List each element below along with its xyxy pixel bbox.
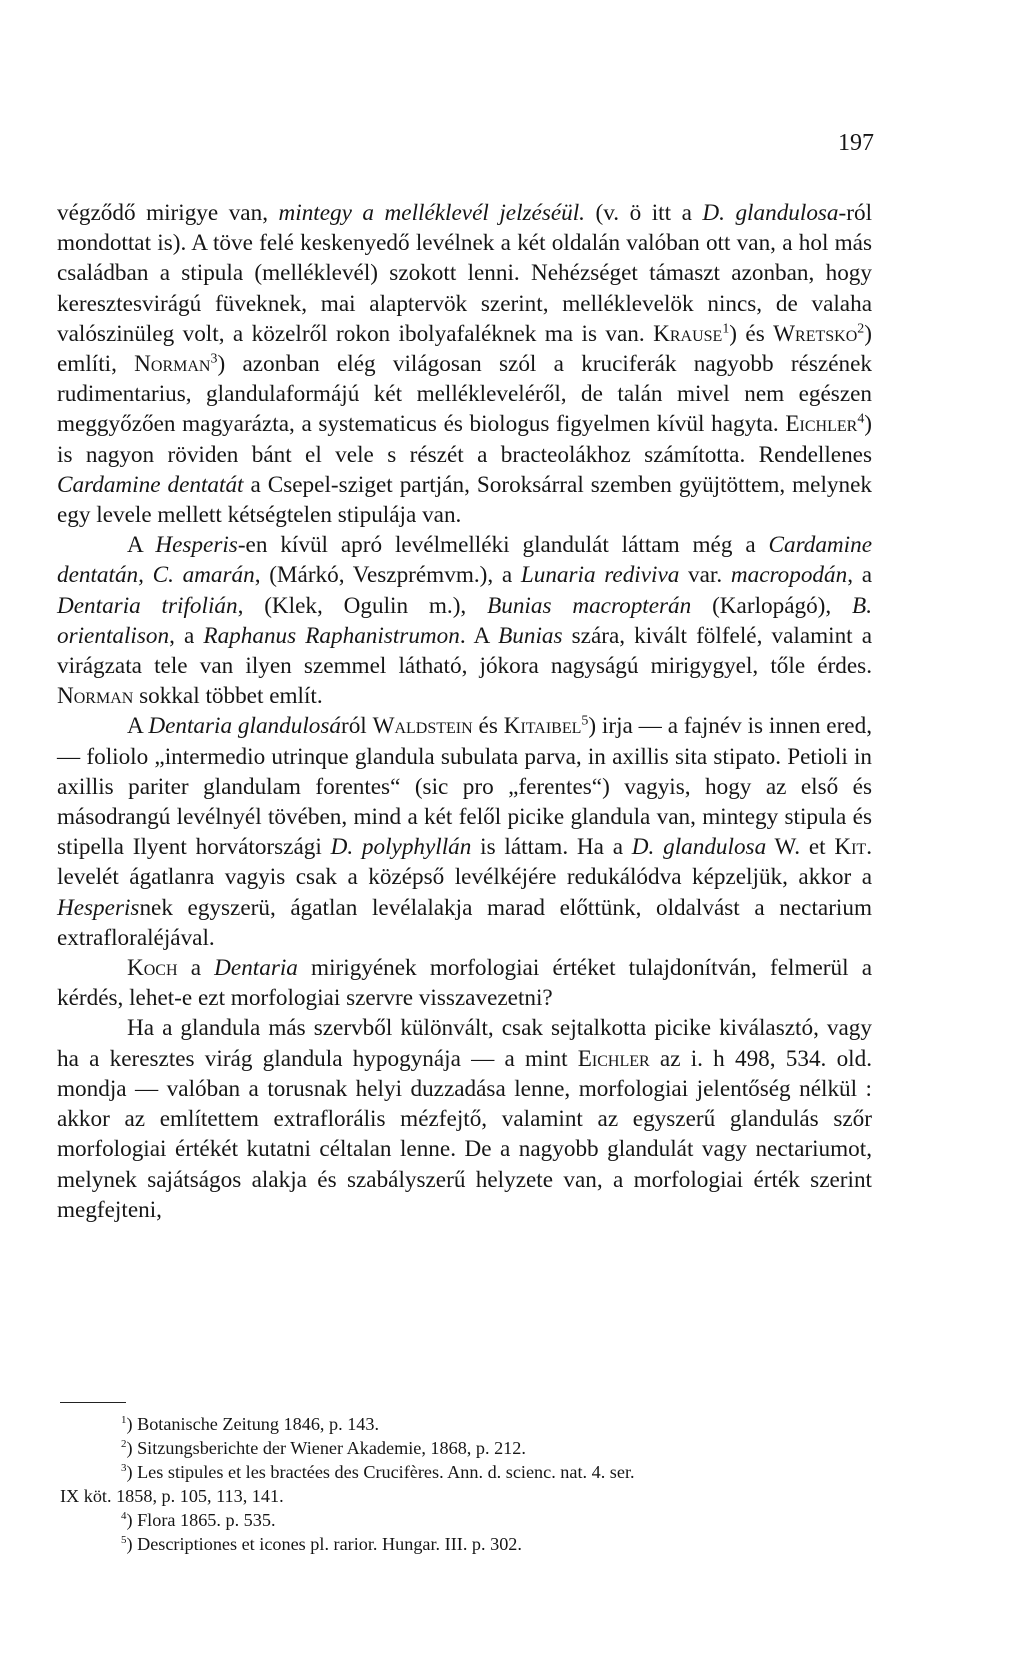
text-run: azonban elég világosan szól a kruciferák nagyobb részének rudimentarius, glandulaformájú két mellékleveléről, de talán mivel nem egészen meggyőzően magyarázta, a systematicus és biologus figyelmen kívül hagyta.	[57, 351, 872, 438]
text-run: a Csepel-sziget partján, Soroksárral szemben gyüjtöttem, melynek egy levele mellett kétségtelen stipulája van.	[57, 471, 872, 529]
text-run: A	[127, 713, 149, 740]
italic-text: Bunias	[498, 622, 563, 649]
text-run: is láttam. Ha a	[471, 834, 632, 861]
body-text	[57, 198, 872, 1225]
text-run: . levelét ágatlanra vagyis csak a középső levélkéjére redukálódva képzeljük, akkor a	[57, 834, 873, 891]
text-run: , a	[847, 562, 872, 589]
footnote-ref: 3	[210, 351, 218, 367]
footnote-separator	[60, 1402, 126, 1403]
text-run: ról	[340, 713, 373, 740]
author-name: Waldstein	[372, 713, 473, 740]
text-run: mirigyének morfologiai értéket tulajdonítván, felmerül a kérdés, lehet-e ezt morfologiai szervre visszavezetni?	[57, 955, 872, 1012]
text-run: W. et	[766, 834, 835, 861]
italic-text: Cardamine dentatát	[57, 471, 244, 498]
footnote	[60, 1484, 872, 1508]
italic-text: Bunias macropterán	[487, 592, 692, 619]
footnote-ref: 2	[857, 321, 865, 337]
footnote: $^3$) Les stipules et les bractées des Crucifères. Ann. d. scienc. nat. 4. ser.	[121, 1461, 635, 1482]
author-name: Kitaibel	[503, 713, 582, 740]
footnote: $^4$) Flora 1865. p. 535.	[121, 1509, 276, 1530]
footnote: $^5$) Descriptiones et icones pl. rarior. Hungar. III. p. 302.	[121, 1533, 522, 1554]
italic-text: Cardamine dentatán, C. amarán	[57, 532, 872, 589]
text-run: . A	[459, 622, 499, 649]
footnote-mark: 5	[121, 1533, 127, 1546]
footnotes	[60, 1412, 872, 1556]
text-run: (Karlopágó),	[691, 592, 853, 619]
footnote-ref: 1	[722, 321, 730, 337]
text-run: , (Márkó, Veszprémvm.), a	[254, 562, 521, 589]
text-run: és	[472, 713, 504, 740]
author-name: Wretsko	[773, 320, 858, 347]
text-run: sokkal többet említ.	[133, 683, 323, 710]
italic-text: Hesperis	[57, 894, 140, 921]
text-run: nek egyszerü, ágatlan levélalakja marad előttünk, oldalvást a nectarium extrafloraléjával.	[57, 894, 872, 951]
text-run: A	[127, 532, 156, 559]
author-name: Koch	[127, 955, 178, 982]
author-name: Norman	[134, 351, 211, 378]
italic-text: B. orientalison	[57, 592, 872, 649]
text-run: és	[737, 320, 774, 347]
footnote-mark: 3	[121, 1461, 127, 1474]
italic-text: D. glandulosa	[702, 200, 839, 226]
paragraph	[57, 1013, 872, 1224]
italic-text: D. glandulosa	[631, 834, 767, 861]
footnote-ref: 4	[857, 411, 865, 427]
italic-text: mintegy a melléklevél jelzéséül.	[278, 200, 585, 226]
footnote-mark: 4	[121, 1509, 127, 1522]
author-name: Kit	[834, 834, 867, 861]
italic-text: Lunaria rediviva	[520, 562, 680, 589]
footnote-text: Flora 1865. p. 535.	[137, 1510, 276, 1530]
footnote-mark: 2	[121, 1437, 127, 1450]
text-run: (v. ö itt a	[584, 200, 703, 226]
text-run: var.	[679, 562, 731, 589]
author-name: Krause	[653, 320, 723, 347]
text-run: , a	[169, 622, 204, 649]
text-run: , (Klek, Ogulin m.),	[237, 592, 488, 619]
italic-text: Hesperis	[155, 532, 238, 559]
footnote-text: Sitzungsberichte der Wiener Akademie, 1868, p. 212.	[137, 1438, 526, 1458]
text-run: az i. h 498, 534. old. mondja — valóban a torusnak helyi duzzadása lenne, morfologiai jelentőség nélkül : akkor az említettem extraflorális mézfejtő, valamint az egyszerű glandulás szőr morfologiai értékét kutatni céltalan lenne. De a nagyobb glandulát vagy nectariumot, melynek sajátságos alakja és szabályszerű helyzete van, a morfologiai érték szerint megfejteni,	[57, 1045, 873, 1223]
italic-text: D. polyphyllán	[330, 834, 472, 861]
footnote-text: Descriptiones et icones pl. rarior. Hungar. III. p. 302.	[137, 1534, 522, 1554]
text-run: is nagyon röviden bánt el vele s részét a bracteolákhoz számította. Rendellenes	[57, 441, 872, 468]
text-run: említi,	[57, 351, 135, 378]
text-run: -ról mondottat is). A töve felé keskenyedő levélnek a két oldalán valóban ott van, a hol más családban a stipula (melléklevél) szokott lenni. Nehézséget támaszt azonban, hogy keresztesvirágú füveknek, mai alaptervök szerint, melléklevelök nincs, de valaha valószinüleg volt, a közelről rokon ibolyafaléknek ma is van.	[57, 200, 873, 347]
author-name: Eichler	[577, 1045, 650, 1072]
italic-text: macropodán	[730, 562, 848, 589]
author-name: Norman	[57, 683, 134, 710]
text-run: végződő mirigye van,	[57, 200, 279, 226]
text-run: irja — a fajnév is innen ered, — foliolo „intermedio utrinque glandula subulata parva, in axillis sita stipato. Petioli in axillis pariter glandulam forentes“ (sic pro „ferentes“) vagyis, hogy az első és másodrangú levélnyél tövében, mind a két felől picike glandula van, mintegy stipula és stipella Ilyent horvátországi	[57, 713, 872, 861]
italic-text: Dentaria glandulosá	[148, 713, 341, 740]
italic-text: Raphanus Raphanistrumon	[203, 622, 460, 649]
footnote-text: Botanische Zeitung 1846, p. 143.	[137, 1414, 380, 1434]
paragraph	[57, 953, 872, 1013]
footnote-ref: 5	[581, 713, 589, 729]
paragraph: végződő mirigye van, mintegy a melléklevél jelzéséül. (v. ö itt a D. glandulosa-ról mondottat is). A töve felé keskenyedő levélnek a két oldalán valóban ott van, a hol más családban a stipula (melléklevél) szokott lenni. Nehézséget támaszt azonban, hogy keresztesvirágú füveknek, mai alaptervök szerint, melléklevelök nincs, de valaha valószinüleg volt, a közelről rokon ibolyafaléknek ma is van. Krause$^1$) és Wretsko$^2$) említi, Norman$^3$) azonban elég világosan szól a kruciferák nagyobb részének rudimentarius, glandulaformájú két mellékleveléről, de talán mivel nem egészen meggyőzően magyarázta, a systematicus és biologus figyelmen kívül hagyta. Eichler$^4$) is nagyon röviden bánt el vele s részét a bracteolákhoz számította. Rendellenes Cardamine dentatát a Csepel-sziget partján, Soroksárral szemben gyüjtöttem, melynek egy levele mellett kétségtelen stipulája van.	[57, 200, 873, 529]
text-run: -en kívül apró levélmelléki glandulát láttam még a	[237, 532, 769, 559]
page-number: 197	[838, 130, 874, 156]
italic-text: Dentaria trifolián	[57, 592, 238, 619]
paragraph: A Dentaria glandulosáról Waldstein és Kitaibel$^5$) irja — a fajnév is innen ered, — foliolo „intermedio utrinque glandula subulata parva, in axillis sita stipato. Petioli in axillis pariter glandulam forentes“ (sic pro „ferentes“) vagyis, hogy az első és másodrangú levélnyél tövében, mind a két felől picike glandula van, mintegy stipula és stipella Ilyent horvátországi D. polyphyllán is láttam. Ha a D. glandulosa W. et Kit. levelét ágatlanra vagyis csak a középső levélkéjére redukálódva képzeljük, akkor a Hesperisnek egyszerü, ágatlan levélalakja marad előttünk, oldalvást a nectarium extrafloraléjával.	[57, 713, 873, 951]
text-run: szára, kivált fölfelé, valamint a virágzata tele van ilyen szemmel látható, jókora nagyságú mirigygyel, tőle érdes.	[57, 622, 873, 680]
footnote-text: Les stipules et les bractées des Crucifères. Ann. d. scienc. nat. 4. ser.	[137, 1462, 635, 1482]
footnote-text: IX köt. 1858, p. 105, 113, 141.	[60, 1486, 284, 1506]
footnote: $^1$) Botanische Zeitung 1846, p. 143.	[121, 1413, 380, 1434]
text-run: Ha a glandula más szervből különvált, csak sejtalkotta picike kiválasztó, vagy ha a keresztes virág glandula hypogynája — a mint	[57, 1015, 872, 1072]
text-run: a	[177, 955, 215, 982]
footnote: $^2$) Sitzungsberichte der Wiener Akademie, 1868, p. 212.	[121, 1437, 526, 1458]
italic-text: Dentaria	[214, 955, 298, 982]
footnote-mark: 1	[121, 1413, 127, 1426]
paragraph	[57, 530, 872, 711]
author-name: Eichler	[785, 411, 858, 438]
